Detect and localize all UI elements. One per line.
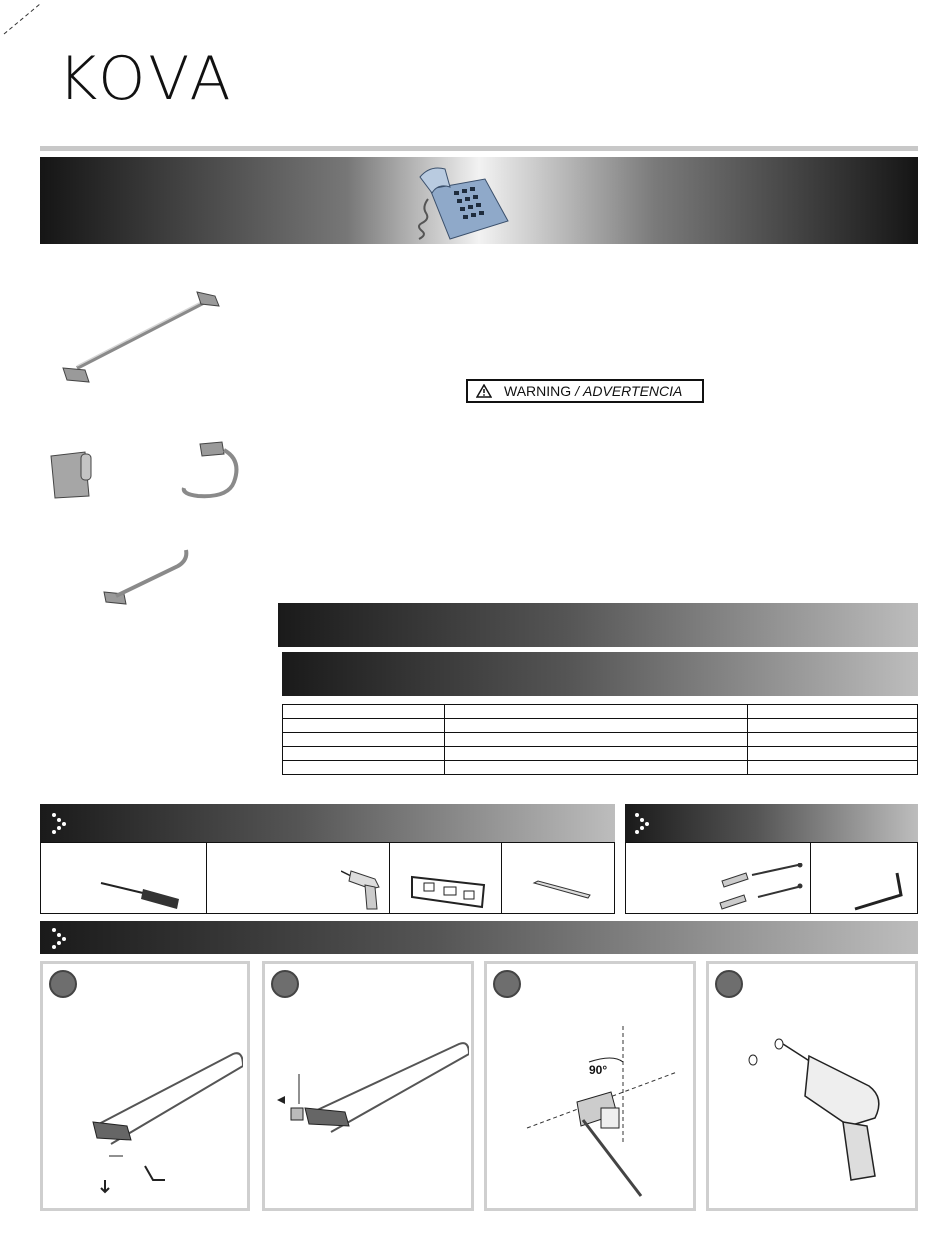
hardware-header-bar (625, 804, 918, 842)
pencil-icon (532, 879, 592, 899)
hardware-cell-anchors (626, 843, 811, 913)
step2-illustration (273, 1034, 469, 1154)
towel-ring-image (178, 440, 244, 502)
contact-banner (40, 157, 918, 244)
dots-arrow-icon (633, 812, 655, 834)
table-row (283, 733, 918, 747)
warning-separator: / (575, 383, 580, 399)
allen-key-icon (851, 871, 911, 911)
towel-bar-image (55, 282, 225, 392)
warning-label-es: ADVERTENCIA (583, 383, 683, 399)
step-panel-4 (706, 961, 918, 1211)
step-number-circle (49, 970, 77, 998)
tools-header-bar (40, 804, 615, 842)
brand-logo: KOVA (58, 44, 235, 114)
phone-icon (390, 159, 520, 243)
tools-row (40, 842, 615, 914)
warning-box (466, 379, 704, 403)
step-number-circle (493, 970, 521, 998)
step-number-circle (271, 970, 299, 998)
step-panel-2 (262, 961, 474, 1211)
cut-mark (0, 0, 45, 40)
paper-holder-image (98, 546, 198, 610)
table-row (283, 761, 918, 775)
spec-table (282, 704, 918, 775)
step-panel-1 (40, 961, 250, 1211)
anchors-screws-icon (718, 863, 808, 911)
step3-illustration (517, 1022, 687, 1202)
installation-header-bar (40, 921, 918, 954)
warning-label-en: WARNING (504, 383, 572, 399)
tool-cell-level (390, 843, 502, 913)
hardware-cell-allen-key (811, 843, 917, 913)
table-row (283, 719, 918, 733)
tool-cell-pencil (502, 843, 614, 913)
angle-label: 90° (589, 1063, 608, 1077)
step-number-circle (715, 970, 743, 998)
step4-drill-illustration (739, 1026, 899, 1186)
step-panel-3 (484, 961, 696, 1211)
robe-hook-image (45, 448, 105, 500)
level-icon (410, 873, 486, 909)
warning-triangle-icon (476, 384, 492, 398)
section-bar-1 (278, 603, 918, 647)
header-rule (40, 146, 918, 151)
step1-illustration (83, 1044, 243, 1194)
hardware-row (625, 842, 918, 914)
screwdriver-icon (99, 879, 183, 911)
tool-cell-drill (207, 843, 390, 913)
section-bar-2 (282, 652, 918, 696)
table-row (283, 747, 918, 761)
drill-icon (341, 865, 385, 911)
table-row (283, 705, 918, 719)
dots-arrow-icon (50, 927, 72, 949)
tool-cell-screwdriver (41, 843, 207, 913)
dots-arrow-icon (50, 812, 72, 834)
